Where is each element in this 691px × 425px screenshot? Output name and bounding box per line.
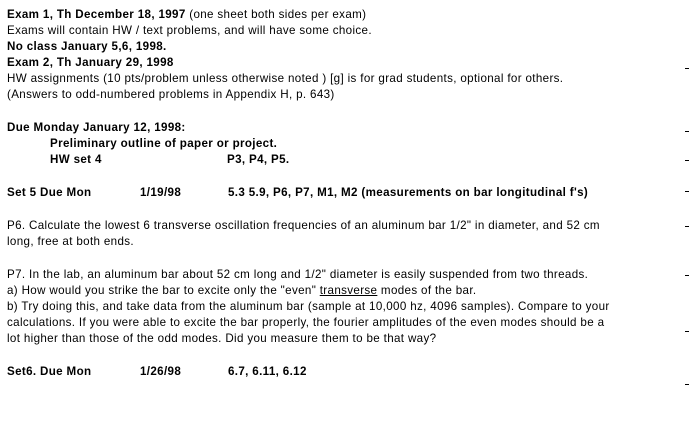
set6-row: [7, 364, 677, 380]
set5-row: [7, 185, 677, 201]
hw-set4-label: HW set 4: [50, 153, 102, 166]
exam2-heading: Exam 2, Th January 29, 1998: [7, 56, 174, 69]
set5-problems: 5.3 5.9, P6, P7, M1, M2 (measurements on bar longitudinal f's): [228, 186, 589, 199]
p7-line2: [7, 283, 677, 299]
p7-part-a: a) How would you strike the bar to excite only the "even": [7, 284, 320, 297]
exam1-heading: Exam 1, Th December 18, 1997: [7, 8, 186, 21]
p7-line4: calculations. If you were able to excite the bar properly, the fourier amplitudes of the even modes should be a: [7, 316, 605, 329]
margin-tick: [685, 68, 689, 69]
set6-date: 1/26/98: [140, 365, 182, 378]
margin-tick: [685, 226, 689, 227]
margin-tick: [685, 275, 689, 276]
assignment-document: [7, 7, 677, 380]
exam1-detail: Exams will contain HW / text problems, and will have some choice.: [7, 24, 372, 37]
set6-label: Set6. Due Mon: [7, 365, 92, 378]
p7-line1: P7. In the lab, an aluminum bar about 52 cm long and 1/2" diameter is easily suspended from two threads.: [7, 268, 589, 281]
no-class-notice: No class January 5,6, 1998.: [7, 40, 167, 53]
p7-line5: lot higher than those of the odd modes. Did you measure them to be that way?: [7, 332, 437, 345]
preliminary-outline: Preliminary outline of paper or project.: [50, 137, 278, 150]
exam1-note: (one sheet both sides per exam): [185, 8, 367, 21]
set5-label: Set 5 Due Mon: [7, 186, 92, 199]
due-monday-heading: Due Monday January 12, 1998:: [7, 121, 186, 134]
set6-problems: 6.7, 6.11, 6.12: [228, 365, 307, 378]
margin-tick: [685, 384, 689, 385]
margin-tick: [685, 191, 689, 192]
hw-set4-row: [7, 152, 677, 168]
p7-part-a-end: modes of the bar.: [377, 284, 477, 297]
margin-tick: [685, 131, 689, 132]
hw-assignments-note: HW assignments (10 pts/problem unless otherwise noted ) [g] is for grad students, optional for others.: [7, 72, 564, 85]
p6-line2: long, free at both ends.: [7, 235, 134, 248]
p7-line3: b) Try doing this, and take data from the aluminum bar (sample at 10,000 hz, 4096 samples). Compare to your: [7, 300, 610, 313]
margin-tick: [685, 331, 689, 332]
margin-tick: [685, 160, 689, 161]
p6-line1: P6. Calculate the lowest 6 transverse oscillation frequencies of an aluminum bar 1/2" in diameter, and 52 cm: [7, 219, 600, 232]
exam1-line: [7, 7, 677, 23]
set5-date: 1/19/98: [140, 186, 182, 199]
answers-note: (Answers to odd-numbered problems in Appendix H, p. 643): [7, 88, 335, 101]
transverse-underlined: transverse: [319, 284, 378, 297]
hw-set4-problems: P3, P4, P5.: [227, 153, 290, 166]
